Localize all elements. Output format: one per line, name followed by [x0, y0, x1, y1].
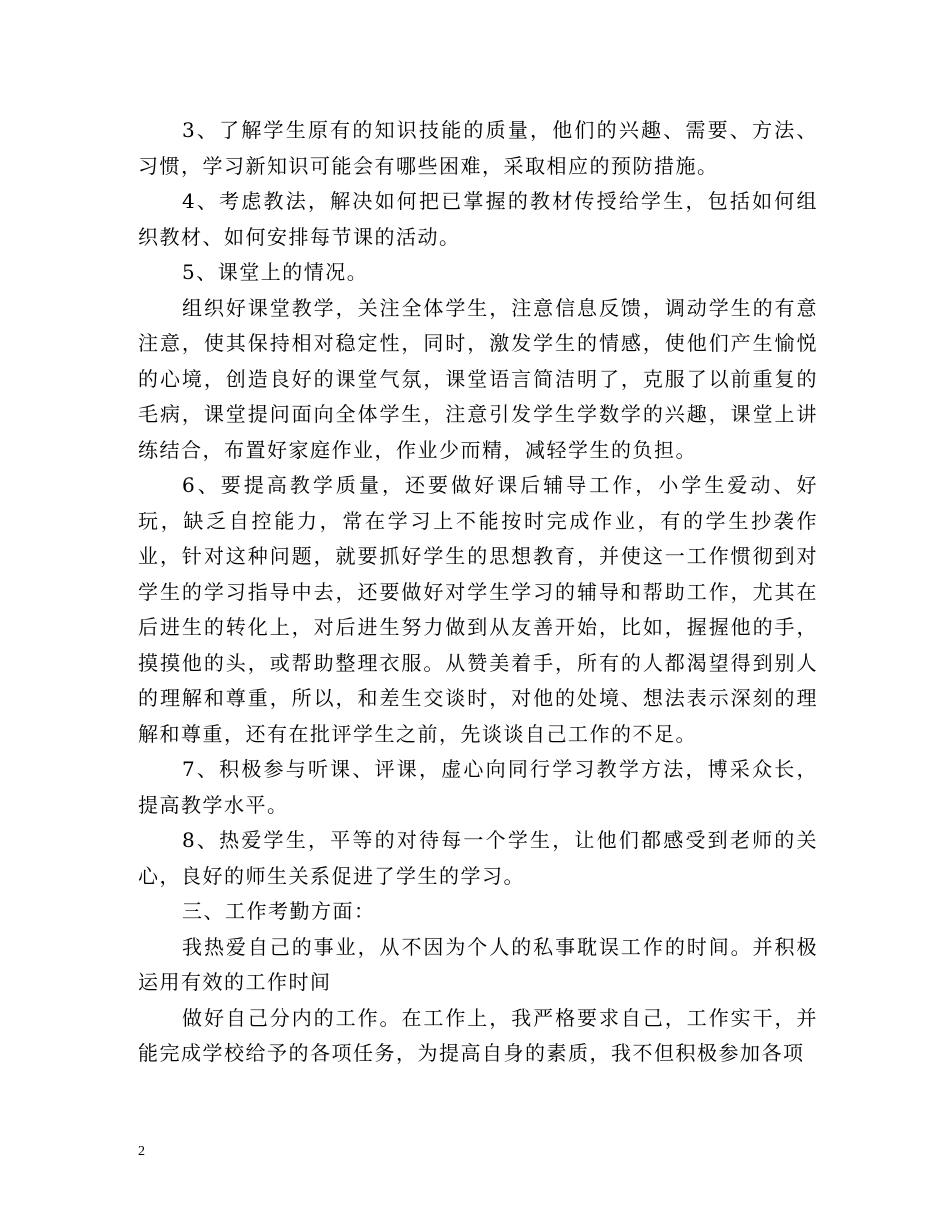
paragraph-item-3: 3、了解学生原有的知识技能的质量，他们的兴趣、需要、方法、习惯，学习新知识可能会有哪些困难，采取相应的预防措施。: [138, 118, 818, 178]
document-body: [138, 113, 818, 1072]
paragraph-item-8: 8、热爱学生，平等的对待每一个学生，让他们都感受到老师的关心，良好的师生关系促进了学生的学习。: [138, 828, 818, 888]
paragraph-item-6: 6、要提高教学质量，还要做好课后辅导工作，小学生爱动、好玩，缺乏自控能力，常在学习上不能按时完成作业，有的学生抄袭作业，针对这种问题，就要抓好学生的思想教育，并使这一工作惯彻到对学生的学习指导中去，还要做好对学生学习的辅导和帮助工作，尤其在后进生的转化上，对后进生努力做到从友善开始，比如，握握他的手，摸摸他的头，或帮助整理衣服。从赞美着手，所有的人都渴望得到别人的理解和尊重，所以，和差生交谈时，对他的处境、想法表示深刻的理解和尊重，还有在批评学生之前，先谈谈自己工作的不足。: [138, 473, 818, 746]
page-number: 2: [138, 1144, 145, 1159]
section-heading-attendance: 三、工作考勤方面：: [182, 899, 376, 923]
paragraph-item-5: 5、课堂上的情况。: [182, 260, 369, 284]
paragraph-attendance-2: 做好自己分内的工作。在工作上，我严格要求自己，工作实干，并能完成学校给予的各项任务，为提高自身的素质，我不但积极参加各项: [138, 1005, 818, 1065]
paragraph-item-7: 7、积极参与听课、评课，虚心向同行学习教学方法，博采众长，提高教学水平。: [138, 757, 818, 817]
paragraph-item-4: 4、考虑教法，解决如何把已掌握的教材传授给学生，包括如何组织教材、如何安排每节课的活动。: [138, 189, 818, 249]
paragraph-classroom-teaching: 组织好课堂教学，关注全体学生，注意信息反馈，调动学生的有意注意，使其保持相对稳定性，同时，激发学生的情感，使他们产生愉悦的心境，创造良好的课堂气氛，课堂语言简洁明了，克服了以前重复的毛病，课堂提问面向全体学生，注意引发学生学数学的兴趣，课堂上讲练结合，布置好家庭作业，作业少而精，减轻学生的负担。: [138, 295, 818, 462]
paragraph-attendance-1: 我热爱自己的事业，从不因为个人的私事耽误工作的时间。并积极运用有效的工作时间: [138, 934, 818, 994]
